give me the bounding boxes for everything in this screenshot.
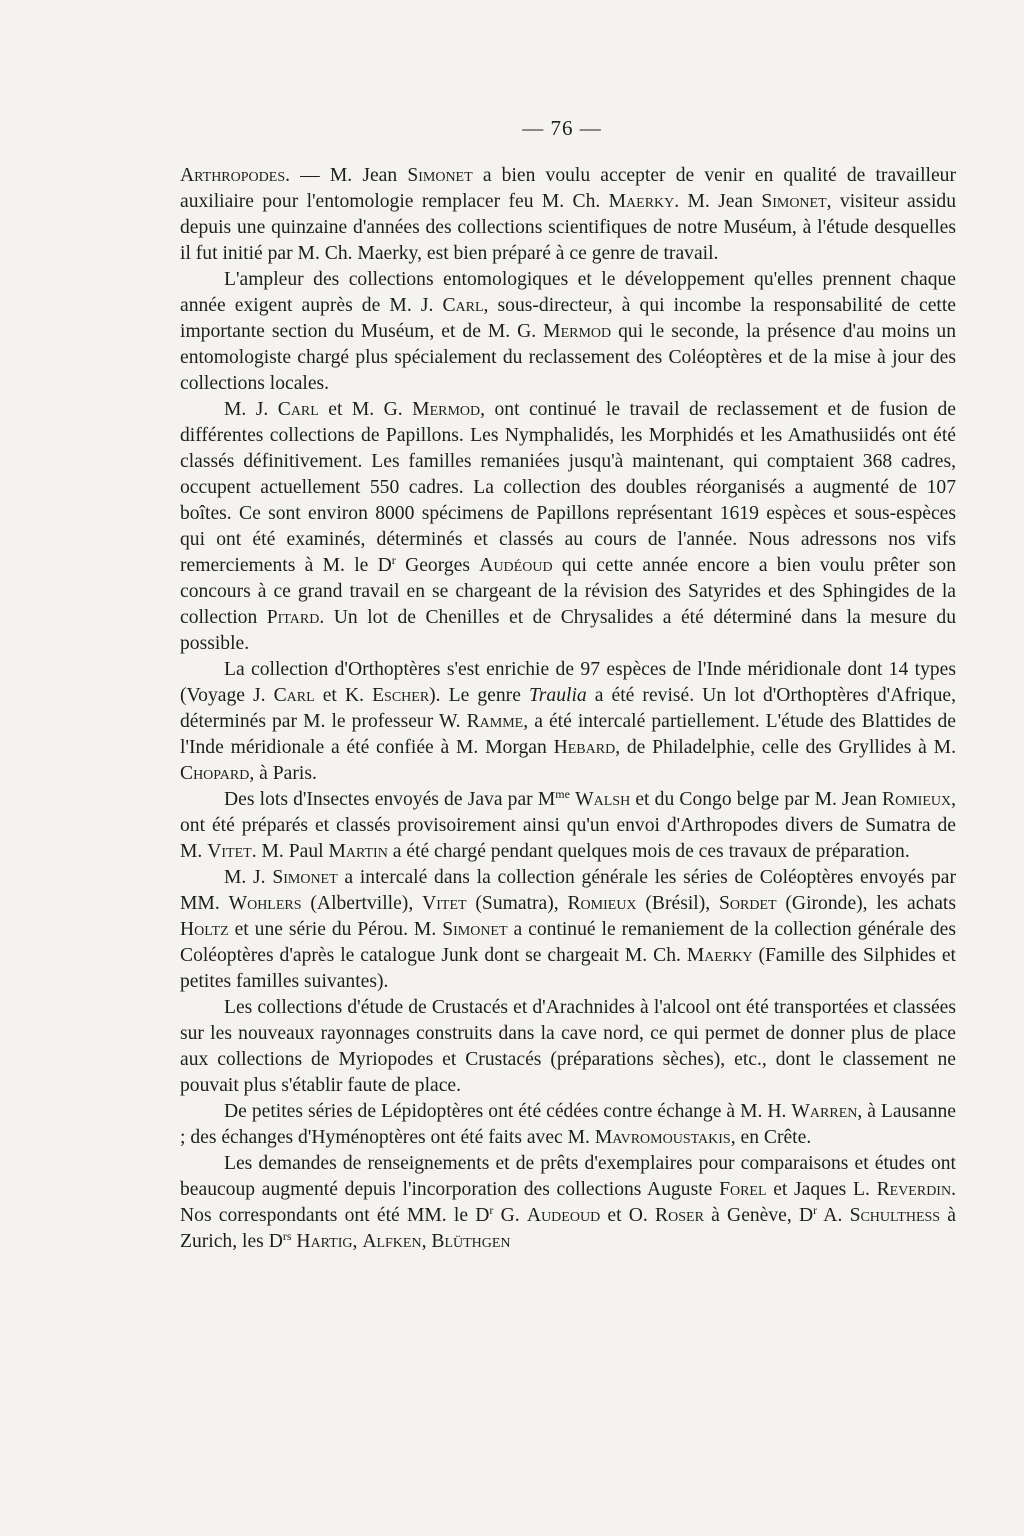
person-name: Vitet (422, 893, 467, 914)
person-name: Wohlers (228, 893, 302, 914)
person-name: Blüthgen (431, 1231, 511, 1252)
person-name: Chopard (180, 763, 250, 784)
paragraph-lepidopteres (180, 1099, 956, 1151)
text-run: De petites séries de Lépidoptères ont été cédées contre échange à M. H. (224, 1101, 792, 1122)
superscript: rs (282, 1229, 292, 1243)
text-run: , a été intercalé partiellement. L'étude des Blattides de l'Inde méridionale a été confiée à M. Morgan (180, 711, 956, 758)
text-run: a été revisé. Un lot d'Orthoptères d'Afrique, déterminés par M. le professeur W. (180, 685, 956, 732)
text-run: a intercalé dans la collection générale les séries de Coléoptères envoyés par MM. (180, 867, 956, 914)
text-run: (Brésil), (636, 893, 719, 914)
text-run: à Zurich, les D (180, 1205, 956, 1252)
text-run: et du Congo belge par M. Jean (630, 789, 883, 810)
person-name: Audeoud (526, 1205, 601, 1226)
text-run: M. J. (224, 399, 278, 420)
text-run: Des lots d'Insectes envoyés de Java par M (224, 789, 556, 810)
text-run: Les collections d'étude de Crustacés et d'Arachnides à l'alcool ont été transportées et classées sur les nouveaux rayonnages construits dans la cave nord, ce qui permet de donner plus de place aux collections de Myriopodes et Crustacés (préparations sèches), etc., dont le classement ne pouvait plus s'établir faute de place. (180, 997, 956, 1096)
person-name: Martin (328, 841, 388, 862)
person-name: Vitet (207, 841, 252, 862)
person-name: Mavromoustakis (594, 1127, 731, 1148)
text-run: . — M. Jean (285, 165, 408, 186)
text-run: (Albertville), (301, 893, 423, 914)
person-name: Carl (442, 295, 484, 316)
text-run: , à Lausanne ; des échanges d'Hyménoptères ont été faits avec M. (180, 1101, 957, 1148)
person-name: Forel (719, 1179, 767, 1200)
text-run: , en Crête. (730, 1127, 812, 1148)
person-name: Hebard (553, 737, 616, 758)
paragraph-insectes (180, 787, 956, 865)
superscript: me (555, 787, 570, 801)
person-name: Carl (277, 399, 319, 420)
text-run: , à Paris. (249, 763, 317, 784)
person-name: Roser (655, 1205, 704, 1226)
person-name: Holtz (180, 919, 229, 940)
page-number: — 76 — (522, 116, 602, 140)
text-run: . Un lot de Chenilles et de Chrysalides a été déterminé dans la mesure du possible. (180, 607, 956, 654)
superscript: r (391, 553, 396, 567)
text-run: Georges (395, 555, 480, 576)
paragraph-demandes (180, 1151, 956, 1255)
text-run: , ont été préparés et classés provisoirement ainsi qu'un envoi d'Arthropodes divers de Sumatra de M. (180, 789, 956, 862)
person-name: Pitard (266, 607, 320, 628)
paragraph-orthopteres (180, 657, 956, 787)
paragraph-coleopteres (180, 865, 956, 995)
paragraph-arthropodes (180, 163, 956, 267)
person-name: Simonet (761, 191, 827, 212)
person-name: Schulthess (849, 1205, 941, 1226)
text-run: a continué le remaniement de la collection générale des Coléoptères d'après le catalogue Junk dont se chargeait M. Ch. (180, 919, 956, 966)
person-name: Sordet (719, 893, 777, 914)
text-run: , visiteur assidu depuis une quinzaine d'années des collections scientifiques de notre Muséum, à l'étude desquelles il fut initié par M. Ch. Maerky, est bien préparé à ce genre de travail. (180, 191, 956, 264)
genus-name: Traulia (528, 685, 587, 706)
person-name: Simonet (272, 867, 338, 888)
text-run: . M. Paul (251, 841, 329, 862)
person-name: Alfken (362, 1231, 422, 1252)
person-name: Romieux (567, 893, 637, 914)
person-name: Simonet (407, 165, 473, 186)
text-run: qui le seconde, la présence d'au moins un entomologiste chargé plus spécialement du reclassement des Coléoptères et de la mise à jour des collections locales. (180, 321, 956, 394)
person-name: Mermod (412, 399, 481, 420)
person-name: Maerky (608, 191, 675, 212)
text-run: M. J. (224, 867, 273, 888)
text-run: (Gironde), les achats (776, 893, 956, 914)
text-run: , sous-directeur, à qui incombe la responsabilité de cette importante section du Muséum, et de M. G. (180, 295, 956, 342)
text-run: , ont continué le travail de reclassement et de fusion de différentes collections de Papillons. Les Nymphalidés, les Morphidés et les Amathusiidés ont été classés définitivement. Les familles remaniées jusqu'à maintenant, qui comptaient 368 cadres, occupent actuellement 550 cadres. La collection des doubles réorganisés a augmenté de 107 boîtes. Ce sont environ 8000 spécimens de Papillons représentant 1619 espèces et sous-espèces qui ont été examinés, déterminés et classés au cours de l'année. Nous adressons nos vifs remerciements à M. le D (180, 399, 956, 576)
person-name: Mermod (543, 321, 612, 342)
person-name: Romieux (882, 789, 952, 810)
text-run: a bien voulu accepter de venir en qualité de travailleur auxiliaire pour l'entomologie remplacer feu M. Ch. (180, 165, 956, 212)
text-run: et O. (600, 1205, 656, 1226)
superscript: r (489, 1203, 494, 1217)
body-text (180, 163, 956, 1255)
text-run: et une série du Pérou. M. (228, 919, 443, 940)
paragraph-ampleur (180, 267, 956, 397)
person-name: Walsh (575, 789, 631, 810)
text-run: L'ampleur des collections entomologiques et le développement qu'elles prennent chaque année exigent auprès de M. J. (180, 269, 956, 316)
text-run: , (352, 1231, 363, 1252)
paragraph-papillons (180, 397, 956, 657)
text-run: (Sumatra), (466, 893, 568, 914)
paragraph-crustaces (180, 995, 956, 1099)
person-name: Maerky (686, 945, 753, 966)
person-name: Ramme (466, 711, 524, 732)
text-run: et K. (314, 685, 373, 706)
text-run: a été chargé pendant quelques mois de ces travaux de préparation. (387, 841, 910, 862)
text-run: , de Philadelphie, celle des Gryllides à M. (615, 737, 956, 758)
text-run: , (421, 1231, 432, 1252)
text-run: (Famille des Silphides et petites familles suivantes). (180, 945, 957, 992)
text-run: à Genève, D (703, 1205, 814, 1226)
text-run: A. (817, 1205, 850, 1226)
person-name: Escher (372, 685, 430, 706)
text-run: . Nos correspondants ont été MM. le D (180, 1179, 956, 1226)
person-name: Hartig (296, 1231, 353, 1252)
person-name: Audéoud (479, 555, 553, 576)
person-name: Reverdin (876, 1179, 952, 1200)
text-run: G. (493, 1205, 527, 1226)
superscript: r (813, 1203, 818, 1217)
text-run: et Jaques L. (766, 1179, 877, 1200)
person-name: Warren (791, 1101, 858, 1122)
person-name: Carl (273, 685, 315, 706)
text-run: La collection d'Orthoptères s'est enrichie de 97 espèces de l'Inde méridionale dont 14 types (Voyage J. (180, 659, 956, 706)
text-run: qui cette année encore a bien voulu prêter son concours à ce grand travail en se chargeant de la révision des Satyrides et des Sphingides de la collection (180, 555, 956, 628)
text-run: ). Le genre (429, 685, 529, 706)
text-run: . M. Jean (674, 191, 762, 212)
person-name: Simonet (442, 919, 508, 940)
text-run: Les demandes de renseignements et de prêts d'exemplaires pour comparaisons et études ont beaucoup augmenté depuis l'incorporation des collections Auguste (180, 1153, 956, 1200)
person-name: Arthropodes (180, 165, 286, 186)
text-run: et M. G. (318, 399, 413, 420)
